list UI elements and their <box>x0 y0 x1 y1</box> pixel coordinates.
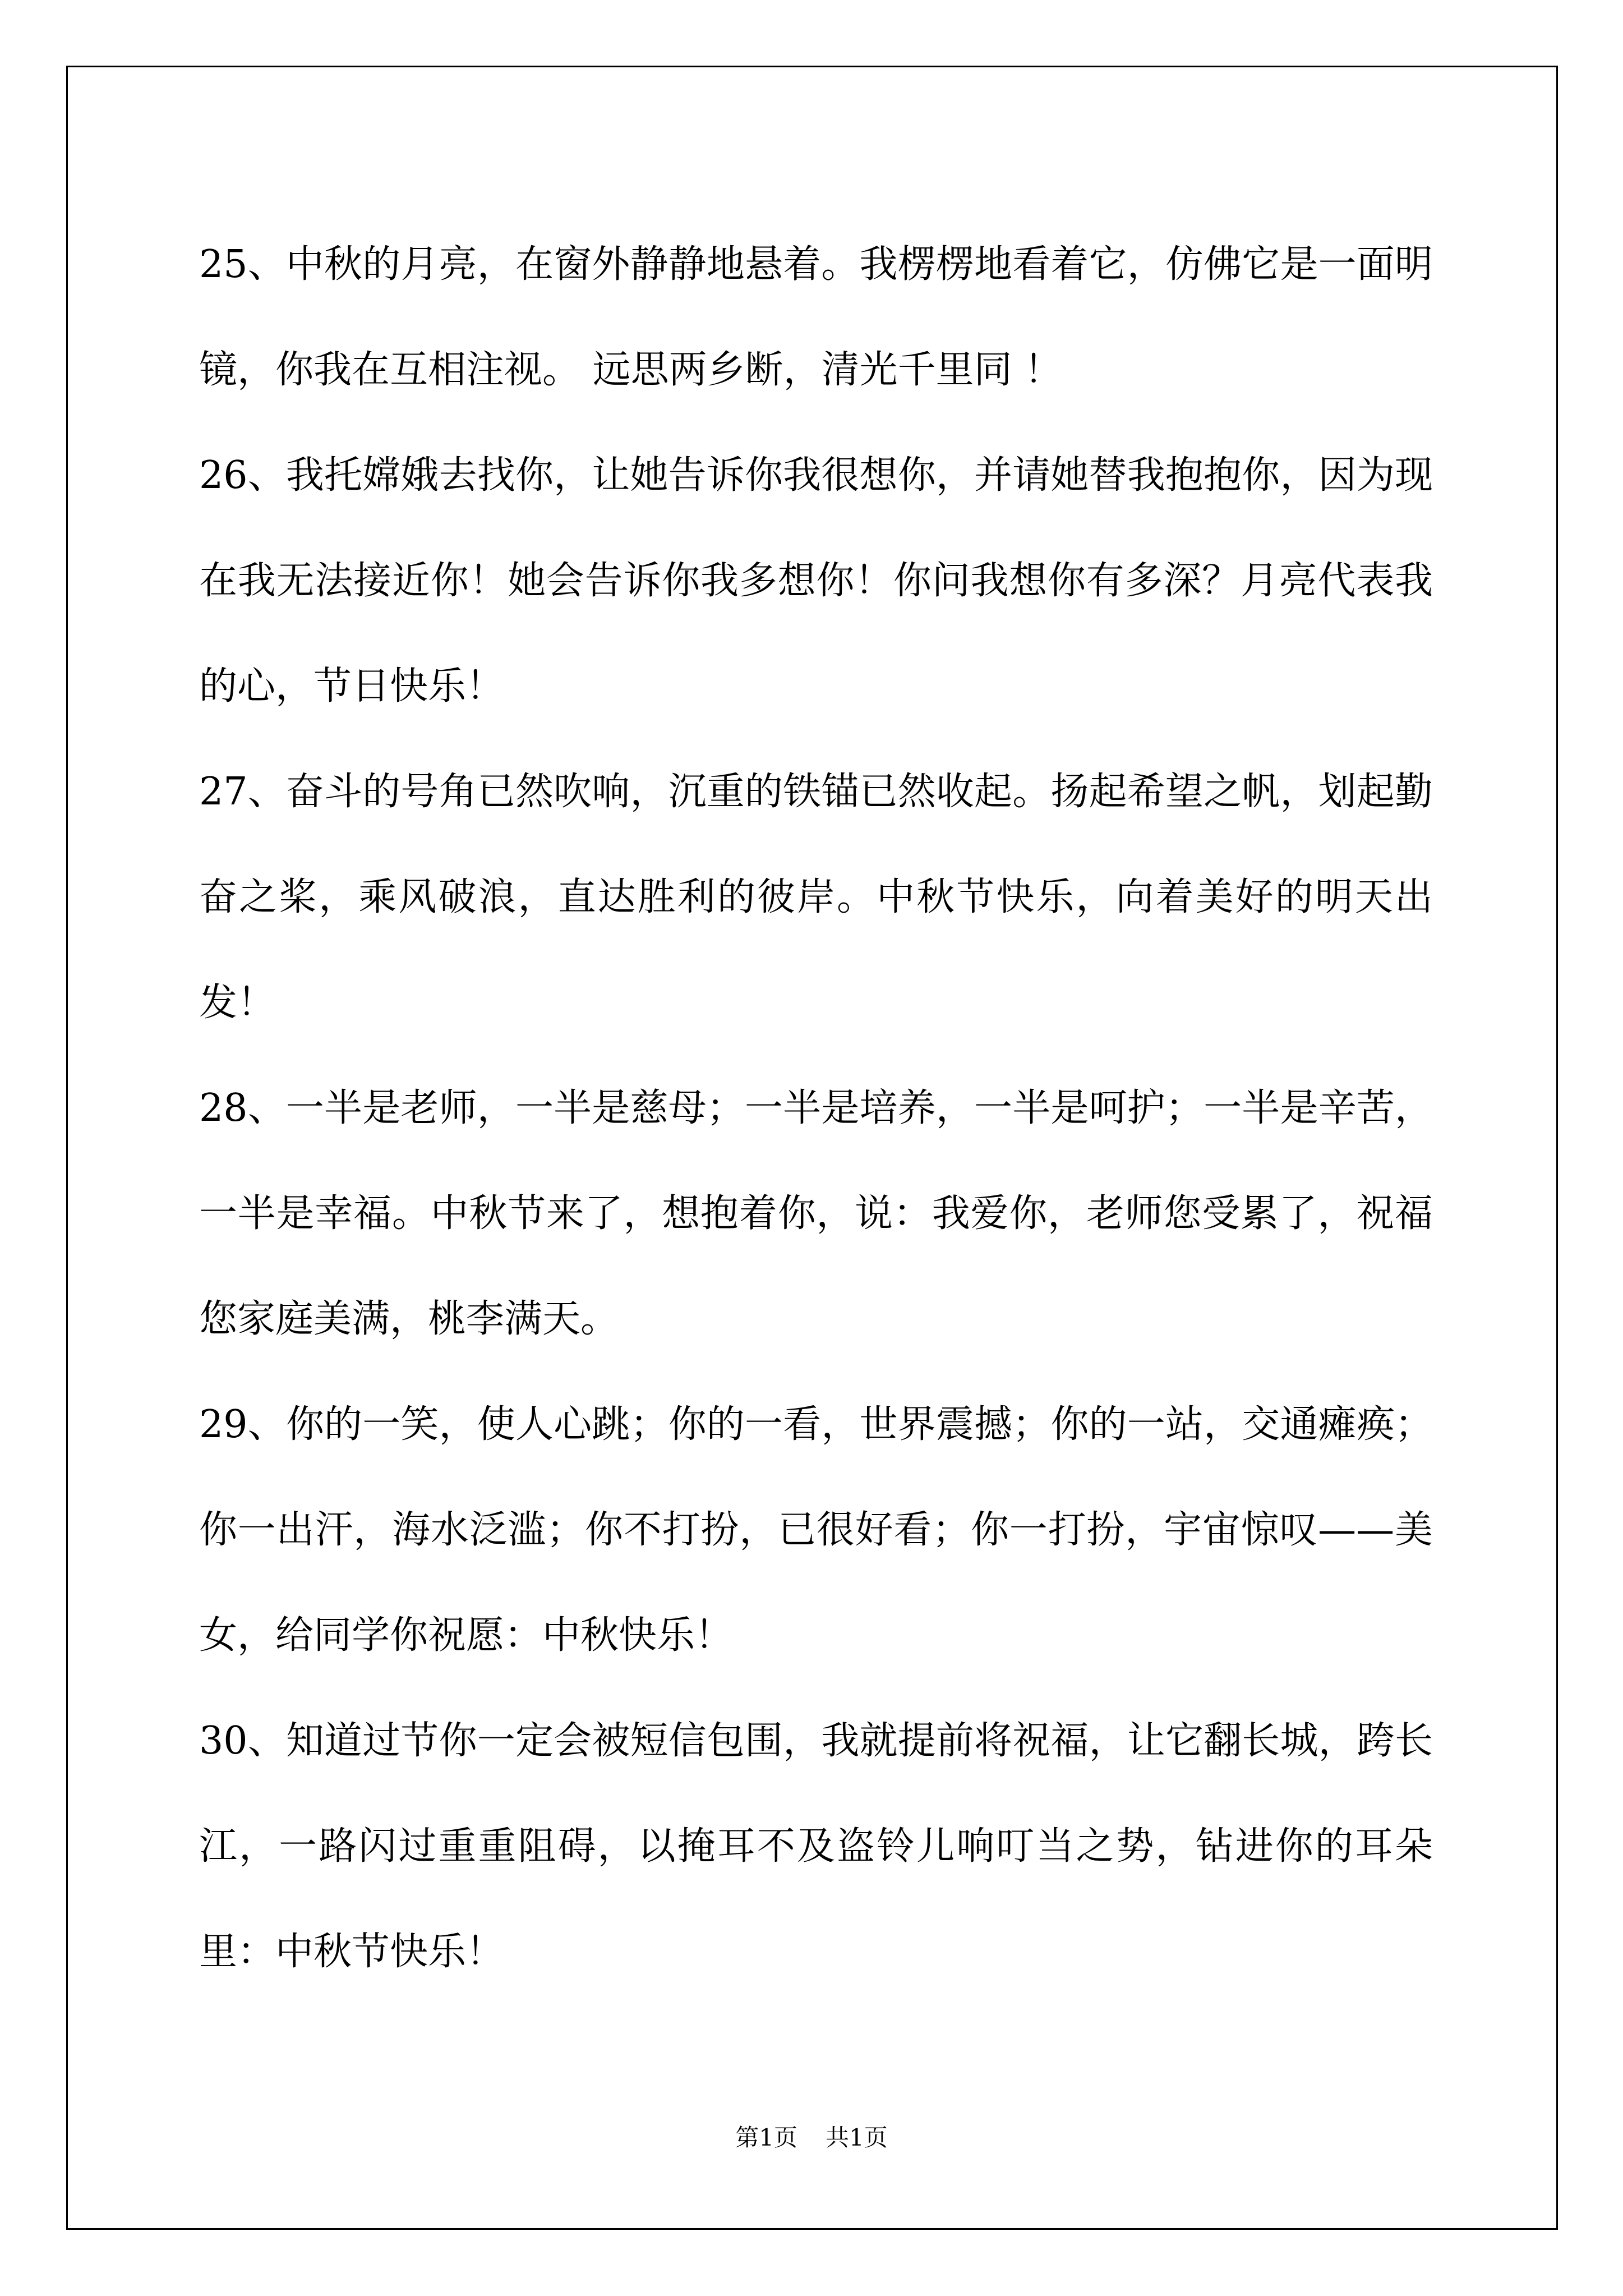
paragraph-26: 26、我托嫦娥去找你，让她告诉你我很想你，并请她替我抱抱你，因为现在我无法接近你！她会告诉你我多想你！你问我想你有多深？月亮代表我的心，节日快乐！ <box>199 453 1433 708</box>
paragraph-30: 30、知道过节你一定会被短信包围，我就提前将祝福，让它翻长城，跨长江，一路闪过重重阻碍，以掩耳不及盗铃儿响叮当之势，钻进你的耳朵里：中秋节快乐！ <box>199 1719 1433 1974</box>
page-footer <box>0 2119 1623 2153</box>
document-body <box>199 212 1433 2005</box>
paragraph-28: 28、一半是老师，一半是慈母；一半是培养，一半是呵护；一半是辛苦，一半是幸福。中秋节来了，想抱着你，说：我爱你，老师您受累了，祝福您家庭美满，桃李满天。 <box>199 1086 1433 1341</box>
paragraph-27: 27、奋斗的号角已然吹响，沉重的铁锚已然收起。扬起希望之帆，划起勤奋之桨，乘风破浪，直达胜利的彼岸。中秋节快乐，向着美好的明天出发！ <box>199 770 1433 1025</box>
page-number-current: 第1页 <box>735 2124 797 2151</box>
page-number-total: 共1页 <box>826 2124 888 2151</box>
paragraph-25: 25、中秋的月亮，在窗外静静地悬着。我楞楞地看着它，仿佛它是一面明镜，你我在互相注视。 远思两乡断，清光千里同 ！ <box>199 242 1433 392</box>
paragraph-29: 29、你的一笑，使人心跳；你的一看，世界震撼；你的一站，交通瘫痪；你一出汗，海水泛滥；你不打扮，已很好看；你一打扮，宇宙惊叹——美女，给同学你祝愿：中秋快乐！ <box>199 1402 1433 1658</box>
